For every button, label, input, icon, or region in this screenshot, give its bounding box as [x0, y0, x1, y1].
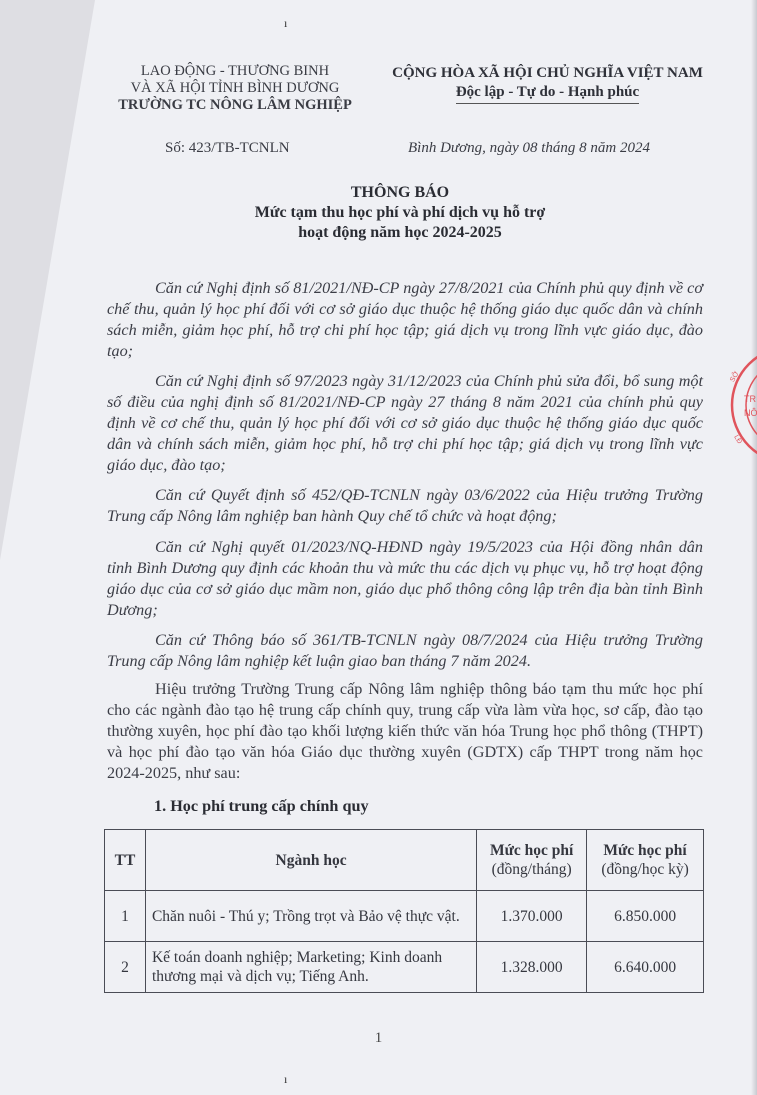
notice-body: Hiệu trưởng Trường Trung cấp Nông lâm nghiệp thông báo tạm thu mức học phí cho các ngành đào tạo hệ trung cấp chính quy, trung cấp vừa làm vừa học, sơ cấp, đào tạo thường xuyên, học phí đào tạo khối lượng kiến thức văn hóa Trung học phổ thông (THPT) và học phí đào tạo văn hóa Giáo dục thường xuyên (GDTX) cấp THPT trong năm học 2024-2025, như sau: — [107, 680, 703, 782]
authority-line-1: LAO ĐỘNG - THƯƠNG BINH — [140, 63, 330, 79]
table-row — [105, 942, 704, 993]
row-fee-term: 6.640.000 — [587, 942, 704, 993]
national-header — [380, 64, 715, 104]
row-fee-month: 1.328.000 — [477, 942, 587, 993]
page-edge — [751, 0, 757, 1095]
row-fee-term: 6.850.000 — [587, 891, 704, 942]
stamp-text-d: LĐ — [732, 434, 743, 446]
official-stamp — [728, 340, 757, 470]
scan-mark-top: ı — [284, 16, 288, 30]
issuing-authority — [95, 63, 375, 114]
document-date: Bình Dương, ngày 08 tháng 8 năm 2024 — [408, 140, 651, 156]
table-row — [105, 891, 704, 942]
country-name: CỘNG HÒA XÃ HỘI CHỦ NGHĨA VIỆT NAM — [392, 65, 703, 81]
fee-month-unit: (đồng/tháng) — [491, 861, 572, 878]
section-1-heading: 1. Học phí trung cấp chính quy — [154, 797, 369, 815]
legal-basis-4: Căn cứ Nghị quyết 01/2023/NQ-HĐND ngày 19/5/2023 của Hội đồng nhân dân tỉnh Bình Dương quy định các khoản thu và mức thu các dịch vụ phục vụ, hỗ trợ hoạt động giáo dục của cơ sở giáo dục mầm non, giáo dục phổ thông công lập trên địa bàn tỉnh Bình Dương; — [107, 538, 703, 619]
fee-term-unit: (đồng/học kỳ) — [601, 861, 689, 878]
stamp-inner-ring — [746, 361, 757, 449]
row-major: Chăn nuôi - Thú y; Trồng trọt và Bảo vệ thực vật. — [145, 891, 476, 942]
row-major: Kế toán doanh nghiệp; Marketing; Kinh doanh thương mại và dịch vụ; Tiếng Anh. — [145, 942, 476, 993]
authority-line-2: VÀ XÃ HỘI TỈNH BÌNH DƯƠNG — [130, 80, 340, 96]
fee-month-label: Mức học phí — [489, 842, 574, 859]
title-line-3: hoạt động năm học 2024-2025 — [298, 224, 502, 241]
title-line-1: THÔNG BÁO — [350, 184, 450, 201]
school-name: TRƯỜNG TC NÔNG LÂM NGHIỆP — [118, 97, 352, 113]
table-header-row — [105, 830, 704, 891]
scan-shadow — [0, 0, 95, 560]
national-motto: Độc lập - Tự do - Hạnh phúc — [456, 83, 639, 104]
col-header-major: Ngành học — [145, 830, 476, 891]
row-tt: 2 — [105, 942, 146, 993]
legal-basis-5: Căn cứ Thông báo số 361/TB-TCNLN ngày 08/7/2024 của Hiệu trưởng Trường Trung cấp Nông lâm nghiệp kết luận giao ban tháng 7 năm 2024. — [107, 631, 703, 670]
fee-term-label: Mức học phí — [603, 842, 687, 859]
legal-basis-3: Căn cứ Quyết định số 452/QĐ-TCNLN ngày 03/6/2022 của Hiệu trưởng Trường Trung cấp Nông lâm nghiệp ban hành Quy chế tổ chức và hoạt động; — [107, 486, 703, 525]
row-fee-month: 1.370.000 — [477, 891, 587, 942]
page-number: 1 — [374, 1030, 383, 1046]
stamp-text-c: SỞ — [729, 370, 741, 384]
document-title — [120, 183, 680, 243]
stamp-text-b: NÔ — [744, 408, 757, 418]
row-tt: 1 — [105, 891, 146, 942]
legal-basis-1: Căn cứ Nghị định số 81/2021/NĐ-CP ngày 27/8/2021 của Chính phủ quy định về cơ chế thu, quản lý học phí đối với cơ sở giáo dục thuộc hệ thống giáo dục quốc dân và chính sách miễn, giảm học phí, hỗ trợ chi phí học tập; giá dịch vụ trong lĩnh vực giáo dục, đào tạo; — [107, 279, 703, 360]
col-header-tt: TT — [105, 830, 146, 891]
col-header-fee-term — [587, 830, 704, 891]
stamp-text-a: TR — [744, 394, 756, 404]
scan-mark-bottom: ı — [284, 1072, 288, 1086]
stamp-outer-ring — [732, 347, 757, 463]
document-number: Số: 423/TB-TCNLN — [165, 140, 290, 156]
col-header-fee-month — [477, 830, 587, 891]
legal-basis-2: Căn cứ Nghị định số 97/2023 ngày 31/12/2023 của Chính phủ sửa đổi, bổ sung một số điều của nghị định số 81/2021/NĐ-CP ngày 27 tháng 8 năm 2021 của chính phủ quy định về cơ chế thu, quản lý học phí đối với cơ sở giáo dục thuộc hệ thống giáo dục quốc dân và chính sách miễn, giảm học phí, hỗ trợ chi phí học tập; giá dịch vụ trong lĩnh vực giáo dục, đào tạo; — [107, 372, 703, 474]
title-line-2: Mức tạm thu học phí và phí dịch vụ hỗ trợ — [254, 204, 546, 221]
tuition-table — [104, 829, 704, 993]
